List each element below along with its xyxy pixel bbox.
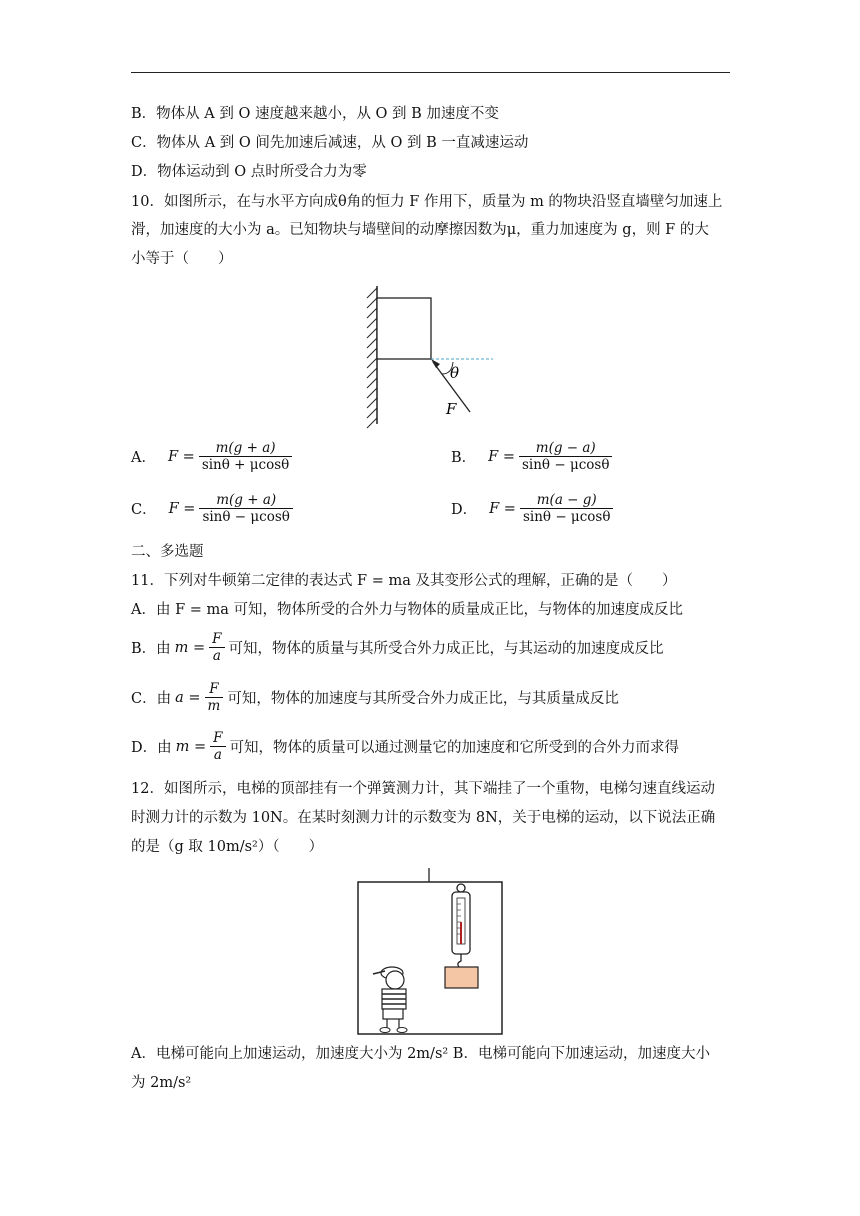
option-lhs: F = bbox=[167, 448, 195, 465]
q11-option-b bbox=[131, 631, 668, 664]
q12-figure bbox=[355, 868, 505, 1036]
theta-label: θ bbox=[450, 364, 460, 382]
q12-text-line2: 时测力计的示数为 10N。在某时刻测力计的示数变为 8N，关于电梯的运动，以下说法正确 bbox=[131, 810, 716, 826]
fraction-denominator: sinθ − μcosθ bbox=[520, 508, 613, 525]
fraction-denominator: sinθ + μcosθ bbox=[199, 456, 292, 473]
q12-options-ab: A．电梯可能向上加速运动，加速度大小为 2m/s² B．电梯可能向下加速运动，加速度大小 bbox=[131, 1046, 710, 1062]
fraction-numerator: m(g + a) bbox=[215, 440, 276, 456]
q12-text-line3: 的是（g 取 10m/s²）（ ） bbox=[131, 839, 324, 855]
q11-option-a: A．由 F = ma 可知，物体所受的合外力与物体的质量成正比，与物体的加速度成反比 bbox=[131, 602, 684, 618]
q10-figure bbox=[360, 282, 500, 430]
q9-option-b: B．物体从 A 到 O 速度越来越小，从 O 到 B 加速度不变 bbox=[131, 106, 499, 122]
option-label: D．由 bbox=[131, 740, 172, 756]
q9-option-d: D．物体运动到 O 点时所受合力为零 bbox=[131, 164, 367, 180]
q11-option-d bbox=[131, 730, 683, 763]
fraction-denominator: a bbox=[210, 746, 225, 763]
fraction-numerator: F bbox=[213, 730, 223, 746]
fraction-numerator: m(g − a) bbox=[535, 440, 596, 456]
q9-option-c: C．物体从 A 到 O 间先加速后减速，从 O 到 B 一直减速运动 bbox=[131, 135, 529, 151]
fraction-numerator: m(a − g) bbox=[536, 492, 597, 508]
fraction-numerator: F bbox=[209, 681, 219, 697]
q10-option-b bbox=[451, 440, 612, 473]
q11-text: 11．下列对牛顿第二定律的表达式 F = ma 及其变形公式的理解，正确的是（ ） bbox=[131, 573, 677, 589]
q12-option-b-cont: 为 2m/s² bbox=[131, 1075, 192, 1091]
option-label: D． bbox=[451, 502, 478, 518]
option-lhs: F = bbox=[488, 448, 515, 465]
q10-text-line1: 10．如图所示，在与水平方向成θ角的恒力 F 作用下，质量为 m 的物块沿竖直墙壁匀加速上 bbox=[131, 194, 723, 210]
option-text: 可知，物体的质量可以通过测量它的加速度和它所受到的合外力而求得 bbox=[229, 740, 680, 756]
option-text: 可知，物体的加速度与其所受合外力成正比，与其质量成反比 bbox=[227, 691, 619, 707]
q10-text-line2: 滑，加速度的大小为 a。已知物块与墙壁间的动摩擦因数为μ，重力加速度为 g，则 F 的大 bbox=[131, 222, 709, 238]
option-lhs: a = bbox=[175, 689, 201, 706]
q10-text-line3: 小等于（ ） bbox=[131, 251, 233, 267]
option-label: C．由 bbox=[131, 691, 172, 707]
fraction-denominator: sinθ − μcosθ bbox=[199, 508, 292, 525]
fraction-denominator: sinθ − μcosθ bbox=[519, 456, 612, 473]
fraction-numerator: m(g + a) bbox=[216, 492, 277, 508]
option-label: B． bbox=[451, 450, 477, 466]
q10-option-d bbox=[451, 492, 613, 525]
option-lhs: m = bbox=[175, 738, 207, 755]
option-label: B．由 bbox=[131, 641, 171, 657]
option-lhs: m = bbox=[174, 639, 206, 656]
header-rule bbox=[131, 72, 730, 73]
fraction-denominator: a bbox=[209, 647, 224, 664]
option-label: A． bbox=[131, 450, 156, 466]
q10-option-c bbox=[131, 492, 293, 525]
q11-option-c bbox=[131, 681, 623, 714]
q12-text-line1: 12．如图所示，电梯的顶部挂有一个弹簧测力计，其下端挂了一个重物，电梯匀速直线运动 bbox=[131, 781, 715, 797]
option-lhs: F = bbox=[168, 500, 196, 517]
option-label: C． bbox=[131, 502, 157, 518]
force-label: F bbox=[446, 400, 457, 418]
fraction-denominator: m bbox=[205, 697, 224, 714]
option-lhs: F = bbox=[489, 500, 516, 517]
section-title-multiple-choice: 二、多选题 bbox=[131, 544, 204, 560]
q10-option-a bbox=[131, 440, 292, 473]
option-text: 可知，物体的质量与其所受合外力成正比，与其运动的加速度成反比 bbox=[228, 641, 664, 657]
fraction-numerator: F bbox=[212, 631, 222, 647]
